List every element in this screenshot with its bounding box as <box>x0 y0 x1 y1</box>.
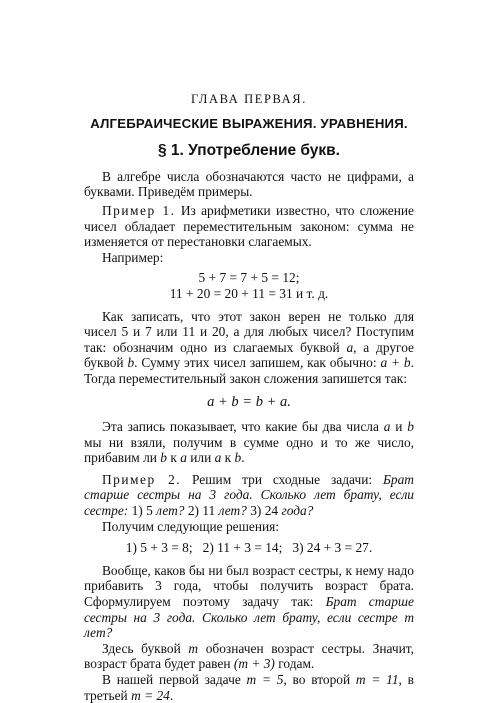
general-problem: Брат старше сестры на 3 года. Сколько лет брату, если сестре m лет? <box>84 594 414 641</box>
equation-1: 5 + 7 = 7 + 5 = 12; <box>198 270 300 286</box>
example-2-problem: Брат старше сестры на 3 года. Сколько лет брату, если сестре: <box>84 471 414 519</box>
solutions-line: 1) 5 + 3 = 8; 2) 11 + 3 = 14; 3) 24 + 3 = 27. <box>125 540 373 556</box>
law-explanation-paragraph: Эта запись показывает, что какие бы два числа a и b мы ни взяли, получим в сумме одно и то же число, прибавим ли b к a или a к b. <box>84 419 414 466</box>
intro-paragraph: В алгебре числа обозначаются часто не цифрами, а буквами. Приведём примеры. <box>84 168 414 200</box>
example-2-paragraph: Пример 2. Решим три сходные задачи: Брат старше сестры на 3 года. Сколько лет брату, если сестре: 1) 5 лет? 2) 11 лет? 3) 24 года? <box>84 471 414 519</box>
example-2-label: Пример 2. <box>102 471 182 487</box>
example-1-paragraph <box>84 203 414 250</box>
equation-2: 11 + 20 = 20 + 11 = 31 и т. д. <box>169 285 329 301</box>
law-question-paragraph: Как записать, что этот закон верен не только для чисел 5 и 7 или 11 и 20, а для любых чисел? Поступим так: обозначим одно из слагаемых буквой a, а другое буквой b. Сумму этих чисел запишем, как обычно: a + b. Тогда переместительный закон сложения запишется так: <box>84 308 414 386</box>
example-1-text: Из арифметики известно, что сложение чисел обладает переместительным законом: сумма не изменяется от перестановки слагаемых. <box>84 202 415 250</box>
variable-m-paragraph: Здесь буквой m обозначен возраст сестры. Значит, возраст брата будет равен (m + 3) годам. <box>84 640 414 672</box>
chapter-label: ГЛАВА ПЕРВАЯ. <box>191 92 307 106</box>
section-title: § 1. Употребление букв. <box>158 142 340 160</box>
chapter-title: АЛГЕБРАИЧЕСКИЕ ВЫРАЖЕНИЯ. УРАВНЕНИЯ. <box>90 115 408 131</box>
variable-m: m <box>188 640 199 656</box>
general-paragraph: Вообще, каков бы ни был возраст сестры, к нему надо прибавить 3 года, чтобы получить возраст брата. Сформулируем поэтому задачу так: Брат старше сестры на 3 года. Сколько лет брату, если сестре m лет? <box>84 562 414 641</box>
commutative-law-equation: a + b = b + a. <box>207 393 291 410</box>
variable-a: a <box>346 339 354 355</box>
for-example-label: Например: <box>102 249 164 265</box>
solutions-intro: Получим следующие решения: <box>102 518 280 534</box>
sum-expression: a + b <box>380 355 411 371</box>
example-1-label: Пример 1. <box>102 202 176 218</box>
variable-b: b <box>127 355 135 371</box>
brother-age-expression: (m + 3) <box>233 656 275 672</box>
final-paragraph: В нашей первой задаче m = 5, во второй m = 11, в третьей m = 24. <box>84 672 414 703</box>
